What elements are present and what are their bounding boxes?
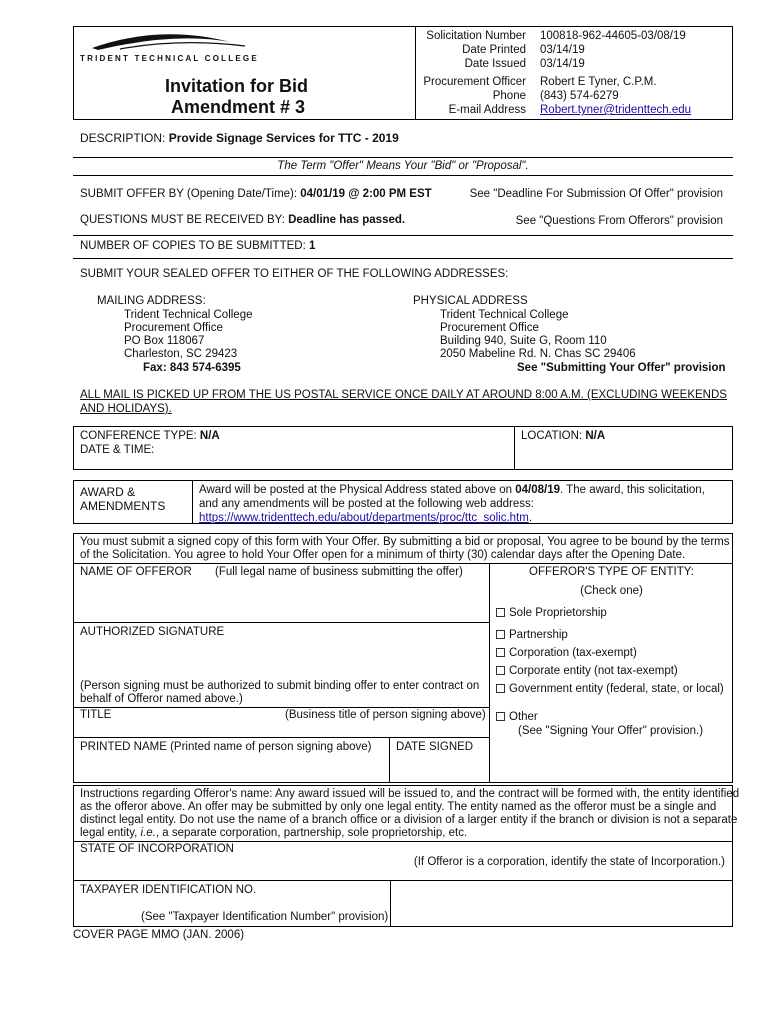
award-label-1: AWARD & — [80, 485, 136, 499]
award-url-link[interactable]: https://www.tridenttech.edu/about/departments/proc/ttc_solic.htm — [199, 512, 529, 524]
procurement-officer-label: Procurement Officer — [423, 76, 526, 88]
entity-option-label: Corporation (tax-exempt) — [509, 647, 637, 659]
entity-heading: OFFEROR'S TYPE OF ENTITY: — [529, 566, 694, 578]
questions — [80, 214, 405, 226]
signature-hint-2: behalf of Offeror named above.) — [80, 693, 243, 705]
instructions-rule — [73, 841, 733, 842]
physical-line-3: Building 940, Suite G, Room 110 — [440, 335, 607, 347]
incorporation-hint: (If Offeror is a corporation, identify the state of Incorporation.) — [413, 856, 725, 868]
conference-divider — [514, 426, 515, 470]
authorized-signature-label: AUTHORIZED SIGNATURE — [80, 626, 225, 638]
signature-rule-3 — [73, 707, 489, 708]
checkbox-icon[interactable] — [496, 684, 505, 693]
entity-option-corp-not-exempt[interactable] — [496, 665, 678, 677]
checkbox-icon[interactable] — [496, 648, 505, 657]
copies — [80, 240, 315, 252]
term-rule-bottom — [73, 175, 733, 176]
award-text-1c: . The award, this solicitation, — [560, 484, 705, 496]
date-printed-label: Date Printed — [462, 44, 526, 56]
copies-value: 1 — [308, 240, 316, 252]
entity-option-label: Sole Proprietorship — [509, 607, 607, 619]
entity-option-corp-exempt[interactable] — [496, 647, 637, 659]
phone-label: Phone — [492, 90, 526, 102]
date-issued-label: Date Issued — [464, 58, 526, 70]
term-rule-top — [73, 157, 733, 158]
checkbox-icon[interactable] — [496, 608, 505, 617]
award-label-2: AMENDMENTS — [80, 499, 166, 513]
mail-notice-line-1: ALL MAIL IS PICKED UP FROM THE US POSTAL SERVICE ONCE DAILY AT AROUND 8:00 A.M. (EXCLUDING WEEKENDS — [80, 389, 727, 401]
solicitation-number-label: Solicitation Number — [426, 30, 526, 42]
doc-title: Invitation for Bid — [165, 76, 308, 96]
instructions-line-1: Instructions regarding Offeror's name: Any award issued will be issued to, and the contract will be formed with, the entity identified — [80, 788, 740, 800]
offeror-name-hint: (Full legal name of business submitting the offer) — [215, 566, 463, 578]
entity-option-partnership[interactable] — [496, 629, 568, 641]
taxpayer-field[interactable] — [75, 898, 388, 910]
entity-option-label: Other — [509, 711, 538, 723]
title-label: TITLE — [80, 709, 112, 721]
incorporation-field[interactable] — [75, 857, 375, 877]
mailing-line-1: Trident Technical College — [124, 309, 253, 321]
checkbox-icon[interactable] — [496, 666, 505, 675]
entity-other-note: (See "Signing Your Offer" provision.) — [518, 725, 704, 737]
taxpayer-hint: (See "Taxpayer Identification Number" provision) — [141, 911, 389, 923]
date-signed-label: DATE SIGNED — [396, 741, 474, 753]
date-printed-value: 03/14/19 — [540, 44, 585, 56]
physical-heading: PHYSICAL ADDRESS — [413, 295, 528, 307]
award-text-2: and any amendments will be posted at the following web address: — [199, 498, 534, 510]
mailing-line-3: PO Box 118067 — [124, 335, 205, 347]
award-url-period: . — [528, 512, 533, 524]
copies-rule-top — [73, 235, 733, 236]
instructions-line-3: distinct legal entity. Do not use the name of a branch office or a division of a larger entity if the branch or division is not a separate — [80, 814, 738, 826]
footer-form-id: COVER PAGE MMO (JAN. 2006) — [73, 929, 245, 941]
checkbox-icon[interactable] — [496, 712, 505, 721]
entity-option-government[interactable] — [496, 683, 724, 695]
instructions-last-c: , a separate corporation, partnership, sole proprietorship, etc. — [155, 827, 468, 839]
addresses-intro: SUBMIT YOUR SEALED OFFER TO EITHER OF THE FOLLOWING ADDRESSES: — [80, 268, 509, 280]
submit-offer-note: See "Deadline For Submission Of Offer" provision — [469, 188, 723, 200]
award-date: 04/08/19 — [515, 484, 560, 496]
instructions-line-2: as the offeror above. An offer may be submitted by only one legal entity. The entity named as the offeror must be a single and — [80, 801, 717, 813]
printed-name-field[interactable] — [75, 756, 387, 781]
entity-option-sole[interactable] — [496, 607, 607, 619]
email-label: E-mail Address — [448, 104, 526, 116]
offeror-name-field[interactable] — [75, 580, 487, 620]
taxpayer-label: TAXPAYER IDENTIFICATION NO. — [80, 884, 257, 896]
mailing-heading: MAILING ADDRESS: — [97, 295, 206, 307]
offeror-name-label: NAME OF OFFEROR — [80, 566, 192, 578]
signed-notice-line-2: of the Solicitation. You agree to hold Your Offer open for a minimum of thirty (30) calendar days after the Opening Date. — [80, 549, 686, 561]
entity-option-other[interactable] — [496, 711, 538, 723]
location-value: N/A — [585, 430, 606, 442]
printed-name-label: PRINTED NAME (Printed name of person signing above) — [80, 741, 372, 753]
phone-value: (843) 574-6279 — [540, 90, 619, 102]
conference-location — [521, 430, 605, 442]
date-issued-value: 03/14/19 — [540, 58, 585, 70]
physical-line-4: 2050 Mabeline Rd. N. Chas SC 29406 — [440, 348, 636, 360]
instructions-line-4 — [80, 827, 467, 839]
conference-type-value: N/A — [199, 430, 220, 442]
mailing-line-2: Procurement Office — [124, 322, 223, 334]
entity-option-label: Government entity (federal, state, or local) — [509, 683, 724, 695]
submit-offer — [80, 188, 432, 200]
mailing-line-4: Charleston, SC 29423 — [124, 348, 238, 360]
description-label: DESCRIPTION: — [80, 131, 169, 145]
college-name: TRIDENT TECHNICAL COLLEGE — [80, 54, 259, 63]
conference-datetime-label: DATE & TIME: — [80, 444, 155, 456]
entity-option-label: Corporate entity (not tax-exempt) — [509, 665, 678, 677]
title-field[interactable] — [75, 722, 487, 736]
signed-notice-line-1: You must submit a signed copy of this form with Your Offer. By submitting a bid or proposal, You agree to be bound by the terms — [80, 536, 730, 548]
description-value: Provide Signage Services for TTC - 2019 — [168, 131, 399, 145]
physical-line-2: Procurement Office — [440, 322, 539, 334]
procurement-officer-value: Robert E Tyner, C.P.M. — [540, 76, 657, 88]
signature-rule-2 — [73, 622, 489, 623]
physical-note: See "Submitting Your Offer" provision — [517, 362, 726, 374]
instructions-last-a: legal entity, — [80, 827, 141, 839]
email-link[interactable]: Robert.tyner@tridenttech.edu — [540, 104, 692, 116]
checkbox-icon[interactable] — [496, 630, 505, 639]
questions-label: QUESTIONS MUST BE RECEIVED BY: — [80, 214, 289, 226]
award-url-line — [199, 512, 532, 524]
title-hint: (Business title of person signing above) — [285, 709, 486, 721]
incorporation-label: STATE OF INCORPORATION — [80, 843, 234, 855]
entity-check-one: (Check one) — [580, 585, 643, 597]
taxpayer-divider — [390, 880, 391, 927]
physical-line-1: Trident Technical College — [440, 309, 569, 321]
date-divider — [389, 737, 390, 783]
copies-label: NUMBER OF COPIES TO BE SUBMITTED: — [80, 240, 309, 252]
location-label: LOCATION: — [521, 430, 586, 442]
entity-option-label: Partnership — [509, 629, 568, 641]
signature-rule-4 — [73, 737, 489, 738]
award-text-1a: Award will be posted at the Physical Address stated above on — [199, 484, 516, 496]
mail-notice-line-2: AND HOLIDAYS). — [80, 403, 172, 415]
questions-note: See "Questions From Offerors" provision — [515, 215, 723, 227]
mailing-fax: Fax: 843 574-6395 — [143, 362, 241, 374]
doc-subtitle: Amendment # 3 — [171, 97, 306, 117]
award-text-1 — [199, 484, 705, 496]
date-signed-field[interactable] — [391, 756, 487, 781]
submit-offer-label: SUBMIT OFFER BY (Opening Date/Time): — [80, 188, 301, 200]
signature-hint-1: (Person signing must be authorized to submit binding offer to enter contract on — [80, 680, 480, 692]
college-logo — [80, 28, 260, 56]
description — [80, 131, 399, 145]
authorized-signature-field[interactable] — [75, 640, 487, 678]
term-note: The Term "Offer" Means Your "Bid" or "Proposal". — [277, 160, 529, 172]
conference-type — [80, 430, 220, 442]
instructions-ie: i.e. — [140, 827, 156, 839]
signature-rule-1 — [73, 563, 733, 564]
conference-type-label: CONFERENCE TYPE: — [80, 430, 200, 442]
questions-value: Deadline has passed. — [288, 214, 406, 226]
submit-offer-value: 04/01/19 @ 2:00 PM EST — [300, 188, 432, 200]
copies-rule-bottom — [73, 258, 733, 259]
solicitation-number-value: 100818-962-44605-03/08/19 — [540, 30, 686, 42]
incorporation-rule — [73, 880, 733, 881]
